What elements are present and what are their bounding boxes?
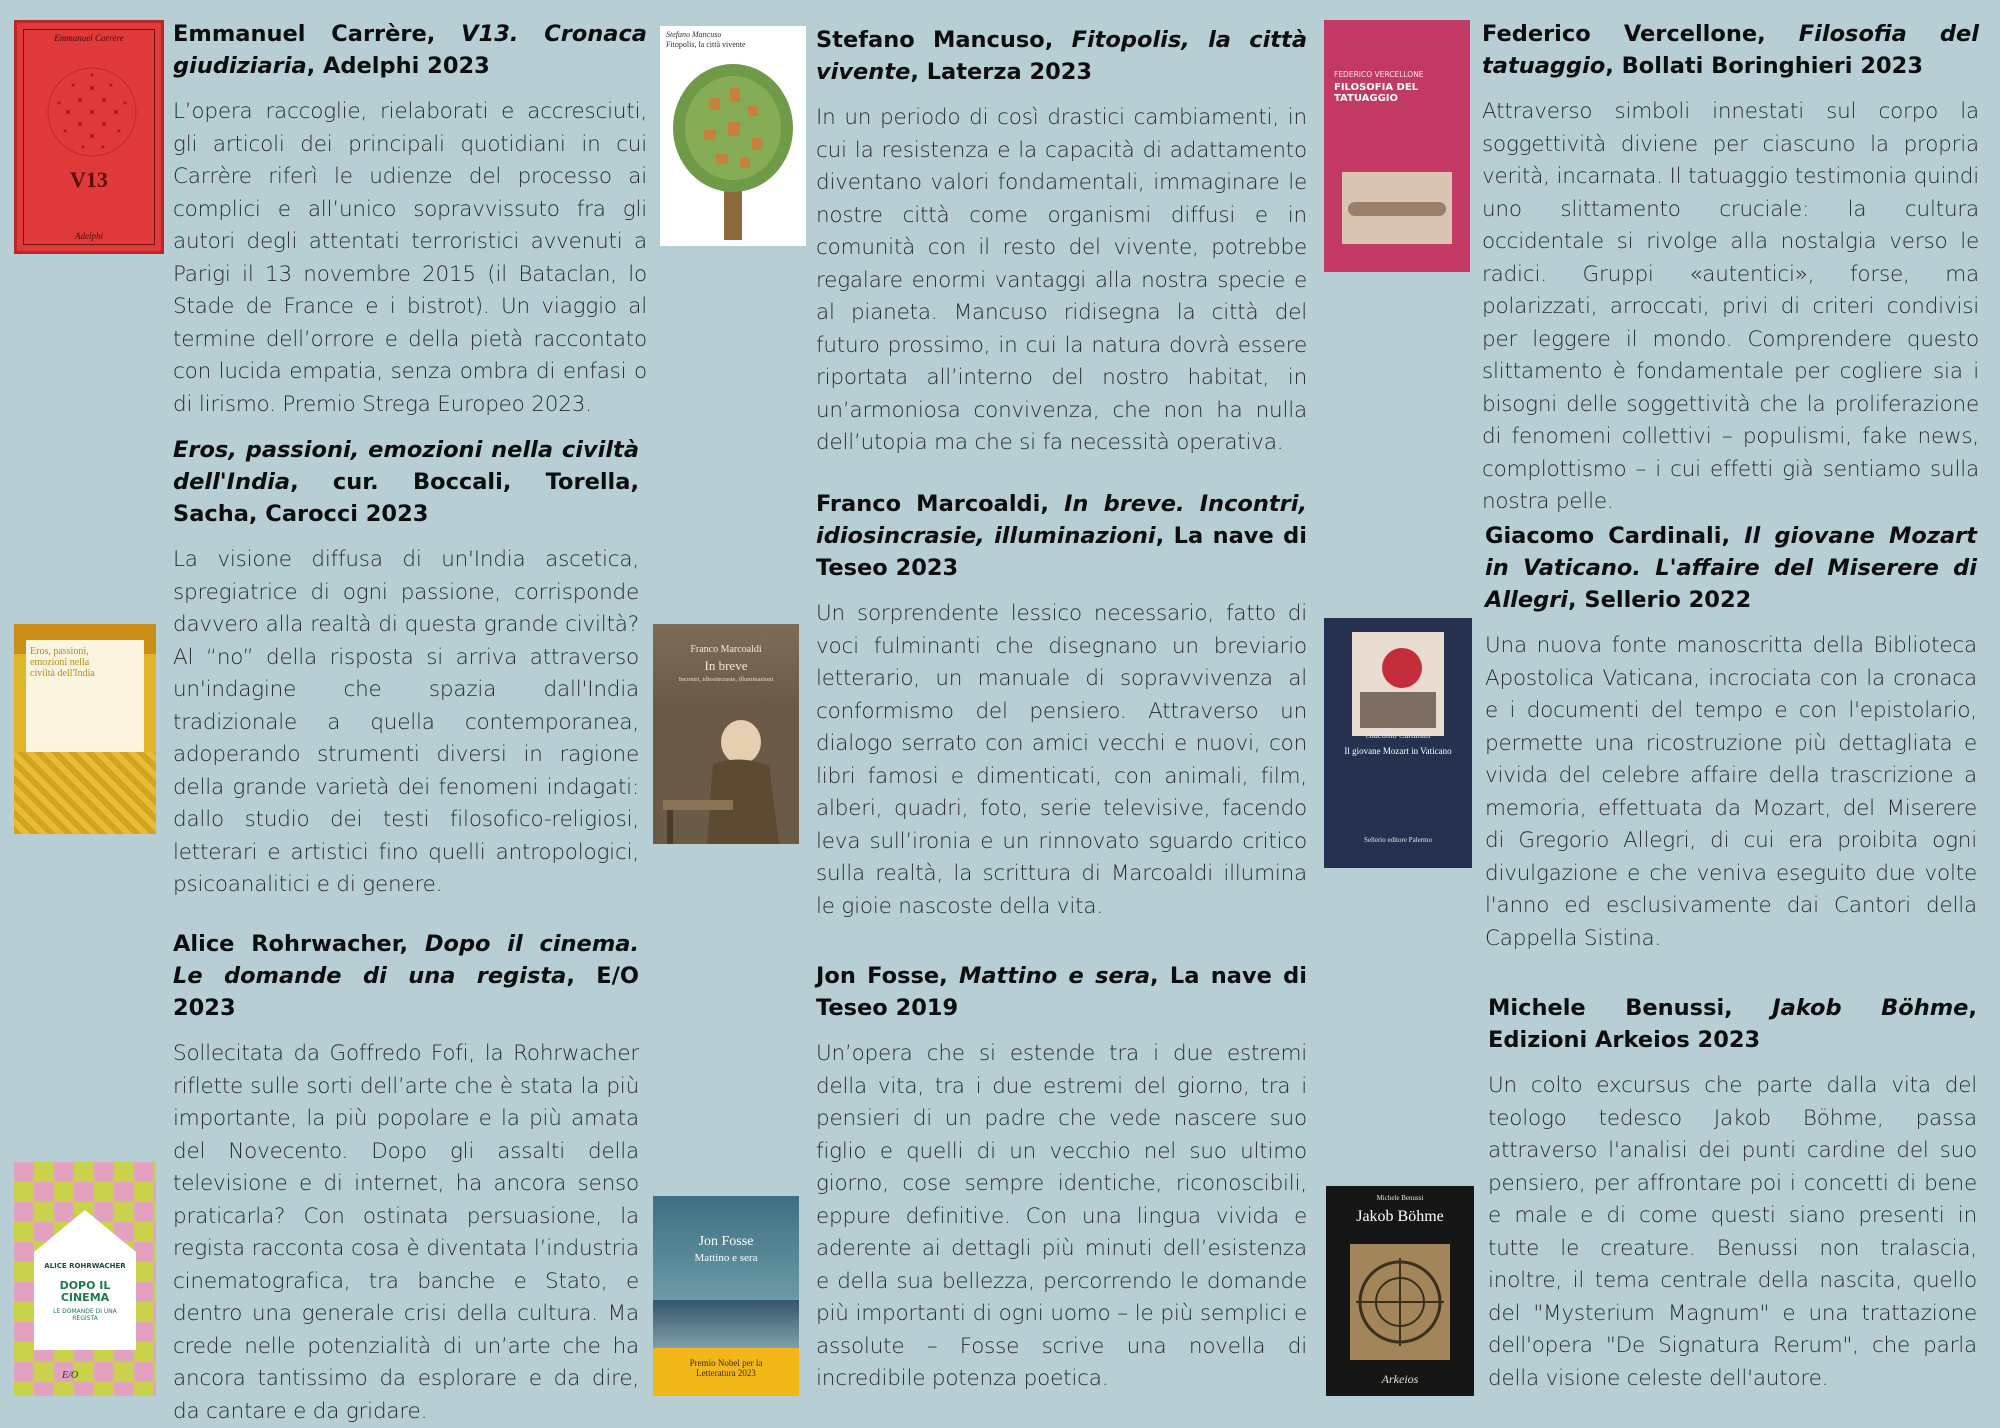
cover-author: Jon Fosse — [698, 1234, 754, 1249]
book-entry-benussi — [1488, 992, 1977, 1395]
book-description: Un sorprendente lessico necessario, fatto di voci fulminanti che disegnano un breviario letterario, un manuale di sopravvivenza al conformismo del pensiero. Attraverso un dialogo serrato con amici vecchi e nuovi, con libri famosi e dimenticati, con animali, film, alberi, quadri, foto, serie televisive, facendo leva sull’ironia e un rinnovato sguardo critico sulla realtà, la scrittura di Marcoaldi illumina le gioie nascoste della vita. — [816, 601, 1307, 919]
book-heading — [816, 488, 1307, 584]
book-cover-cardinali — [1324, 618, 1472, 868]
book-title: Mattino e sera — [958, 963, 1151, 989]
book-heading — [173, 18, 647, 82]
cover-author: Stefano Mancuso — [666, 30, 722, 39]
cover-title: Mattino e sera — [694, 1252, 758, 1264]
book-publisher: , Sellerio 2022 — [1568, 587, 1752, 613]
cover-publisher: Adelphi — [75, 231, 103, 241]
book-title: Jakob Böhme — [1772, 995, 1969, 1021]
book-heading — [173, 928, 639, 1024]
cover-title: Il giovane Mozart in Vaticano — [1344, 746, 1452, 756]
book-entry-eros — [173, 434, 639, 902]
book-author: Federico Vercellone, — [1482, 21, 1799, 47]
book-author: Emmanuel Carrère, — [173, 21, 462, 47]
book-entry-carrere — [173, 18, 647, 421]
book-entry-fosse — [816, 960, 1307, 1396]
book-author: Stefano Mancuso, — [816, 27, 1072, 53]
cover-author: ALICE ROHRWACHER — [44, 1262, 126, 1270]
cover-title: Fitopolis, la città vivente — [666, 40, 746, 49]
book-heading — [1488, 992, 1977, 1056]
cover-title: In breve — [704, 658, 748, 673]
book-author: Giacomo Cardinali, — [1485, 523, 1745, 549]
book-title: V13. Cronaca giudiziaria — [173, 21, 647, 79]
dot-pattern-icon — [45, 65, 139, 159]
book-title: In breve. Incontri, idiosincrasie, illuminazioni — [816, 491, 1308, 549]
book-description: Un’opera che si estende tra i due estremi della vita, tra i due estremi del giorno, tra i pensieri di un padre che vede nascere suo figlio e quelli di un vecchio nel suo ultimo giorno, cose sempre identiche, riconoscibili, eppure definitive. Con una lingua vivida e aderente ai dettagli più minuti dell’esistenza e della sua bellezza, percorrendo le domande più importanti di ogni uomo – le più semplici e assolute – Fosse scrive una novella di incredibile potenza poetica. — [816, 1041, 1307, 1391]
book-publisher: , Edizioni Arkeios 2023 — [1488, 995, 1977, 1053]
book-description: In un periodo di così drastici cambiamenti, in cui la resistenza e la capacità di adattamento diventano valori fondamentali, immaginare le nostre città come organismi diffusi e in comunità con il resto del vivente, potrebbe regalare enormi vantaggi alla nostra specie e al pianeta. Mancuso ridisegna la città del futuro prossimo, in cui la natura dovrà essere riportata all’interno del nostro habitat, in un’armoniosa convivenza, che non ha nulla dell’utopia ma che si fa necessità operativa. — [816, 105, 1307, 455]
book-title: Fitopolis, la città vivente — [816, 27, 1307, 85]
cover-author: Franco Marcoaldi — [690, 644, 762, 655]
book-cover-vercellone — [1324, 20, 1470, 272]
book-entry-mancuso — [816, 24, 1307, 460]
book-heading — [1482, 18, 1979, 82]
book-cover-fosse — [653, 1196, 799, 1396]
cover-title: Jakob Böhme — [1356, 1208, 1444, 1225]
book-publisher: , cur. Boccali, Torella, Sacha, Carocci 2023 — [173, 469, 639, 527]
cover-title: Eros, passioni, emozioni nella civiltà dell'India — [30, 646, 95, 679]
book-author: Michele Benussi, — [1488, 995, 1773, 1021]
book-title: Dopo il cinema. Le domande di una regista — [173, 931, 639, 989]
book-publisher: , La nave di Teseo 2023 — [816, 523, 1307, 581]
book-title: Eros, passioni, emozioni nella civiltà dell'India — [173, 437, 639, 495]
cover-publisher: Arkeios — [1381, 1372, 1419, 1386]
book-heading — [816, 960, 1307, 1024]
cover-title: DOPO IL CINEMA — [59, 1279, 111, 1304]
book-publisher: , Bollati Boringhieri 2023 — [1605, 53, 1923, 79]
book-description: L’opera raccoglie, rielaborati e accresciuti, gli articoli dei principali quotidiani in cui Carrère riferì le udienze del processo ai complici e all’unico sopravvissuto fra gli autori degli attentati terroristici avvenuti a Parigi il 13 novembre 2015 (il Bataclan, lo Stade de France e i bistrot). Un viaggio al termine dell’orrore e della pietà raccontato con lucida empatia, senza ombra di enfasi o di lirismo. Premio Strega Europeo 2023. — [173, 99, 647, 417]
book-publisher: , Laterza 2023 — [910, 59, 1093, 85]
cover-subtitle: Incontri, idiosincrasie, illuminazioni — [678, 676, 774, 683]
book-description: Un colto excursus che parte dalla vita del teologo tedesco Jakob Böhme, passa attraverso l'analisi dei punti cardine del suo pensiero, per affrontare poi i concetti di bene e male e di come questi siano presenti in tutte le creature. Benussi non tralascia, inoltre, il tema centrale della nascita, quello del "Mysterium Magnum" e una trattazione dell'opera "De Signatura Rerum", che parla della visione celeste dell'autore. — [1488, 1073, 1977, 1391]
book-cover-eros — [14, 624, 156, 834]
book-description: Sollecitata da Goffredo Fofi, la Rohrwacher riflette sulle sorti dell’arte che è stata la più importante, la più popolare e la più amata del Novecento. Dopo gli assalti della televisione e di internet, ha ancora senso praticarla? Con ostinata persuasione, la regista racconta cosa è diventata l’industria cinematografica, tra banche e Stato, e dentro una generale crisi della cultura. Ma crede nelle potenzialità di un’arte che ha ancora tantissimo da esplorare e da dire, da cantare e da gridare. — [173, 1041, 639, 1424]
cover-publisher: E/O — [62, 1370, 79, 1381]
book-description: La visione diffusa di un'India ascetica, spregiatrice di ogni passione, corrisponde davvero alla realtà di questa grande civiltà? Al “no” della risposta si arriva attraverso un'indagine che spazia dall'India tradizionale a quella contemporanea, adoperando strumenti diversi in ragione della grande varietà dei fenomeni indagati: dallo studio dei testi filosofico-religiosi, letterari e artistici fino quelli antropologici, psicoanalitici e di genere. — [173, 547, 639, 897]
book-entry-marcoaldi — [816, 488, 1307, 923]
cover-publisher: Sellerio editore Palermo — [1363, 836, 1433, 844]
cover-subtitle: LE DOMANDE DI UNA REGISTA — [53, 1308, 117, 1322]
book-cover-mancuso — [660, 26, 806, 246]
book-publisher: , Adelphi 2023 — [306, 53, 490, 79]
book-author: Alice Rohrwacher, — [173, 931, 425, 957]
book-author: Jon Fosse, — [816, 963, 959, 989]
book-publisher: , La nave di Teseo 2019 — [816, 963, 1307, 1021]
book-heading — [1485, 520, 1977, 616]
cover-author: Michele Benussi — [1376, 1194, 1424, 1202]
painting-illustration-icon — [653, 704, 799, 844]
cover-author: Emmanuel Carrère — [54, 33, 124, 43]
book-publisher: , E/O 2023 — [173, 963, 639, 1021]
book-cover-marcoaldi — [653, 624, 799, 844]
book-entry-rohrwacher — [173, 928, 639, 1428]
tree-illustration-icon — [670, 58, 796, 242]
emblem-illustration-icon — [1350, 1244, 1450, 1360]
cover-title: V13 — [70, 167, 108, 192]
book-cover-benussi — [1326, 1186, 1474, 1396]
book-author: Franco Marcoaldi, — [816, 491, 1065, 517]
cover-author: Giacomo Cardinali — [1365, 730, 1431, 740]
book-description: Attraverso simboli innestati sul corpo la soggettività diviene per ciascuno la propria verità, incarnata. Il tatuaggio testimonia quindi uno slittamento cruciale: la cultura occidentale si rivolge alla nostalgia verso le radici. Gruppi «autentici», forse, ma polarizzati, arroccati, privi di criteri condivisi per leggere il mondo. Comprendere questo slittamento è fondamentale per cogliere sia i bisogni delle soggettività che la proliferazione di fenomeni collettivi – populismi, fake news, complottismo – i cui effetti già sentiamo sulla nostra pelle. — [1482, 99, 1979, 514]
book-cover-rohrwacher — [14, 1162, 156, 1396]
cover-award-band: Premio Nobel per la Letteratura 2023 — [689, 1358, 763, 1378]
book-description: Una nuova fonte manoscritta della Biblioteca Apostolica Vaticana, incrociata con la cronaca e i documenti del tempo e con l'epistolario, permette una ricostruzione più dettagliata e vivida del celebre affaire della trascrizione a memoria, effettuata da Mozart, del Miserere di Gregorio Allegri, di cui era proibita ogni divulgazione e che veniva eseguito due volte l'anno ed esclusivamente dai Cantori della Cappella Sistina. — [1485, 633, 1977, 951]
book-heading — [173, 434, 639, 530]
cover-title: FILOSOFIA DEL TATUAGGIO — [1334, 82, 1419, 104]
book-entry-cardinali — [1485, 520, 1977, 955]
book-title: Il giovane Mozart in Vaticano. L'affaire del Miserere di Allegri — [1485, 523, 1977, 613]
cover-author: FEDERICO VERCELLONE — [1334, 70, 1424, 79]
book-heading — [816, 24, 1307, 88]
book-title: Filosofia del tatuaggio — [1482, 21, 1979, 79]
book-cover-carrere — [14, 20, 164, 254]
book-entry-vercellone — [1482, 18, 1979, 519]
